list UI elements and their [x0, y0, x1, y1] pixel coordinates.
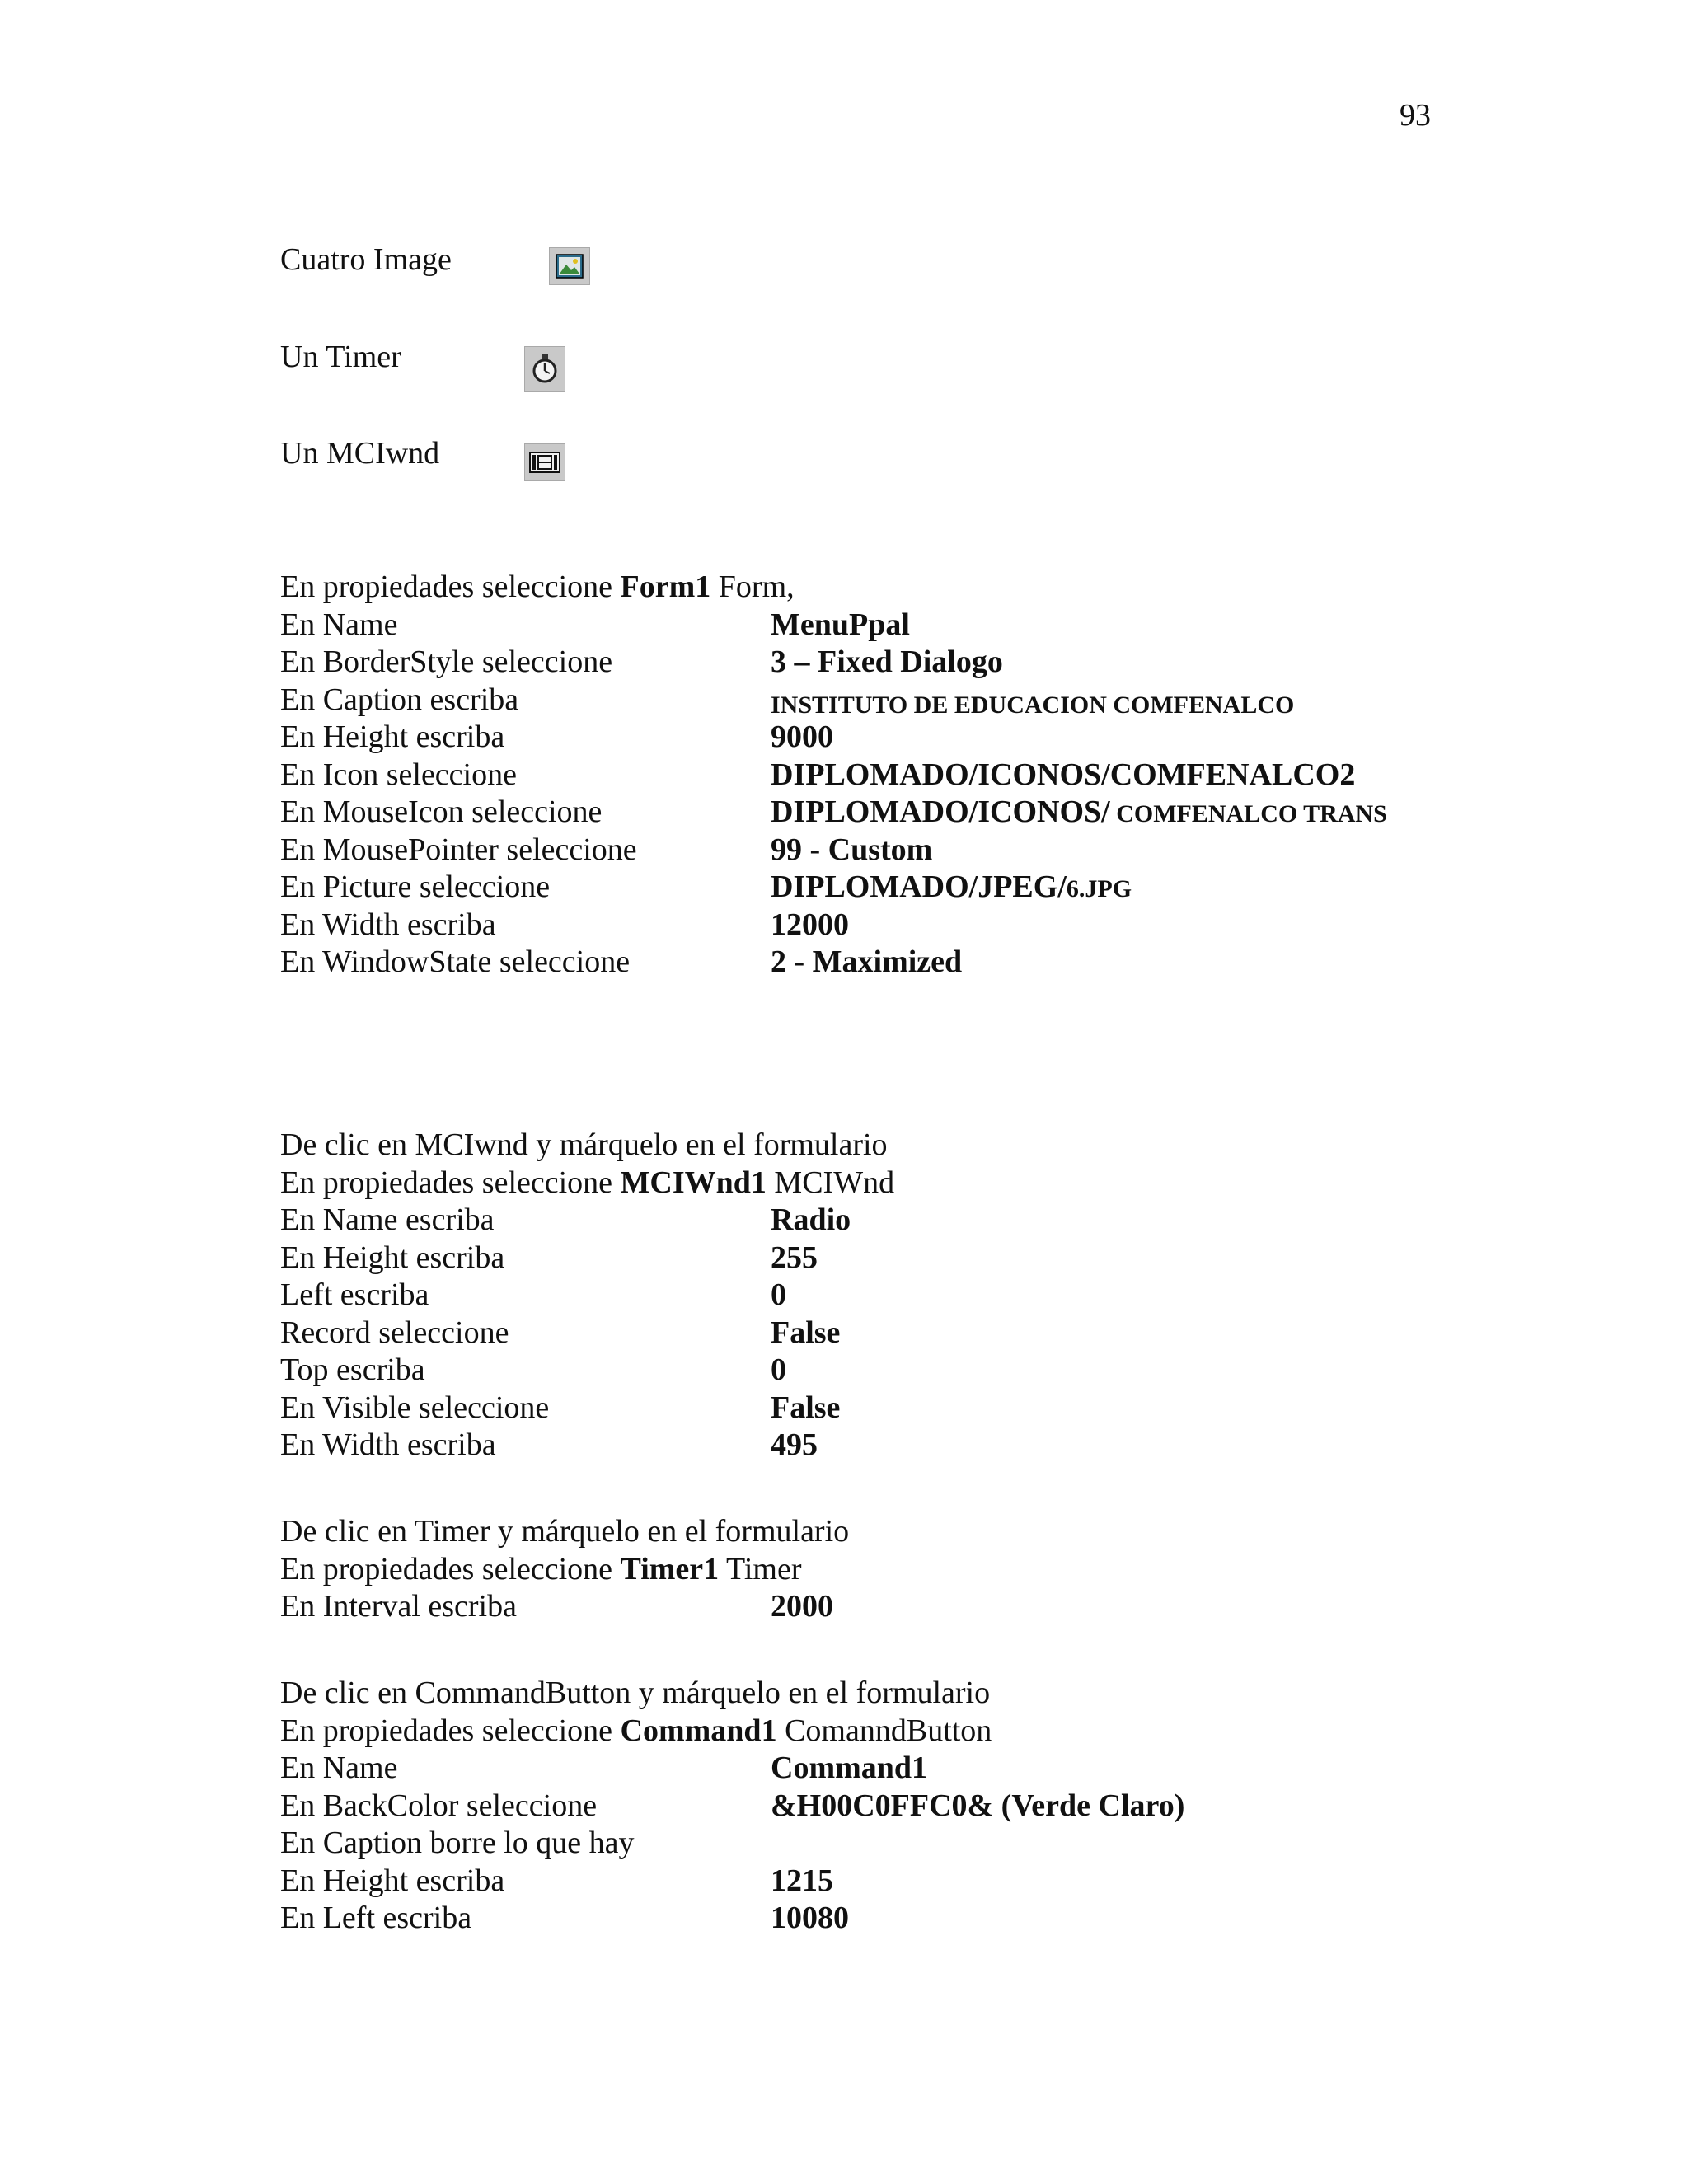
property-row: En Left escriba 10080	[280, 1900, 849, 1935]
mciwnd-section	[280, 1127, 1589, 1465]
mci-intro-line: En propiedades seleccione MCIWnd1 MCIWnd	[280, 1165, 895, 1200]
instruction-line: De clic en MCIwnd y márquelo en el formulario	[280, 1127, 888, 1162]
form-properties-section	[280, 569, 1589, 982]
stopwatch-icon	[524, 346, 565, 392]
property-row: En MouseIcon seleccione DIPLOMADO/ICONOS/ COMFENALCO TRANS	[280, 794, 1387, 829]
instruction-line: De clic en CommandButton y márquelo en el formulario	[280, 1675, 991, 1710]
control-label-mciwnd: Un MCIwnd	[280, 436, 440, 471]
property-row: En Width escriba 495	[280, 1427, 818, 1462]
property-row: En Height escriba 1215	[280, 1863, 833, 1898]
form-intro-line: En propiedades seleccione Form1 Form,	[280, 569, 795, 604]
property-row: En Icon seleccione DIPLOMADO/ICONOS/COMFENALCO2	[280, 757, 1356, 792]
timer-section	[280, 1513, 1589, 1626]
control-label-timer: Un Timer	[280, 340, 401, 374]
property-row: En Width escriba 12000	[280, 907, 849, 942]
property-row: En Visible seleccione False	[280, 1390, 841, 1425]
property-row: Record seleccione False	[280, 1315, 841, 1350]
property-row: En Caption borre lo que hay	[280, 1825, 635, 1860]
property-row: En Name Command1	[280, 1750, 928, 1785]
property-row: En BorderStyle seleccione 3 – Fixed Dialogo	[280, 644, 1003, 679]
property-row: En WindowState seleccione 2 - Maximized	[280, 944, 963, 979]
property-row: En Height escriba 255	[280, 1240, 818, 1275]
property-row: Top escriba 0	[280, 1352, 786, 1387]
property-row: En Name escriba Radio	[280, 1202, 851, 1237]
property-row: En Caption escriba INSTITUTO DE EDUCACION COMFENALCO	[280, 682, 1295, 719]
property-row: Left escriba 0	[280, 1277, 786, 1312]
picture-icon	[549, 247, 590, 285]
instruction-line: De clic en Timer y márquelo en el formulario	[280, 1514, 850, 1549]
timer-intro-line: En propiedades seleccione Timer1 Timer	[280, 1551, 802, 1586]
page-number: 93	[1400, 98, 1431, 133]
property-row: En BackColor seleccione &H00C0FFC0& (Verde Claro)	[280, 1788, 1185, 1823]
property-row: En Height escriba 9000	[280, 719, 833, 754]
property-row: En Interval escriba 2000	[280, 1589, 833, 1624]
command-button-section	[280, 1675, 1589, 1938]
property-row: En Picture seleccione DIPLOMADO/JPEG/6.JPG	[280, 869, 1132, 904]
property-row: En MousePointer seleccione 99 - Custom	[280, 832, 933, 867]
film-strip-icon	[524, 443, 565, 481]
command-intro-line: En propiedades seleccione Command1 ComanndButton	[280, 1713, 992, 1748]
control-label-image: Cuatro Image	[280, 242, 452, 277]
property-row: En Name MenuPpal	[280, 607, 910, 642]
